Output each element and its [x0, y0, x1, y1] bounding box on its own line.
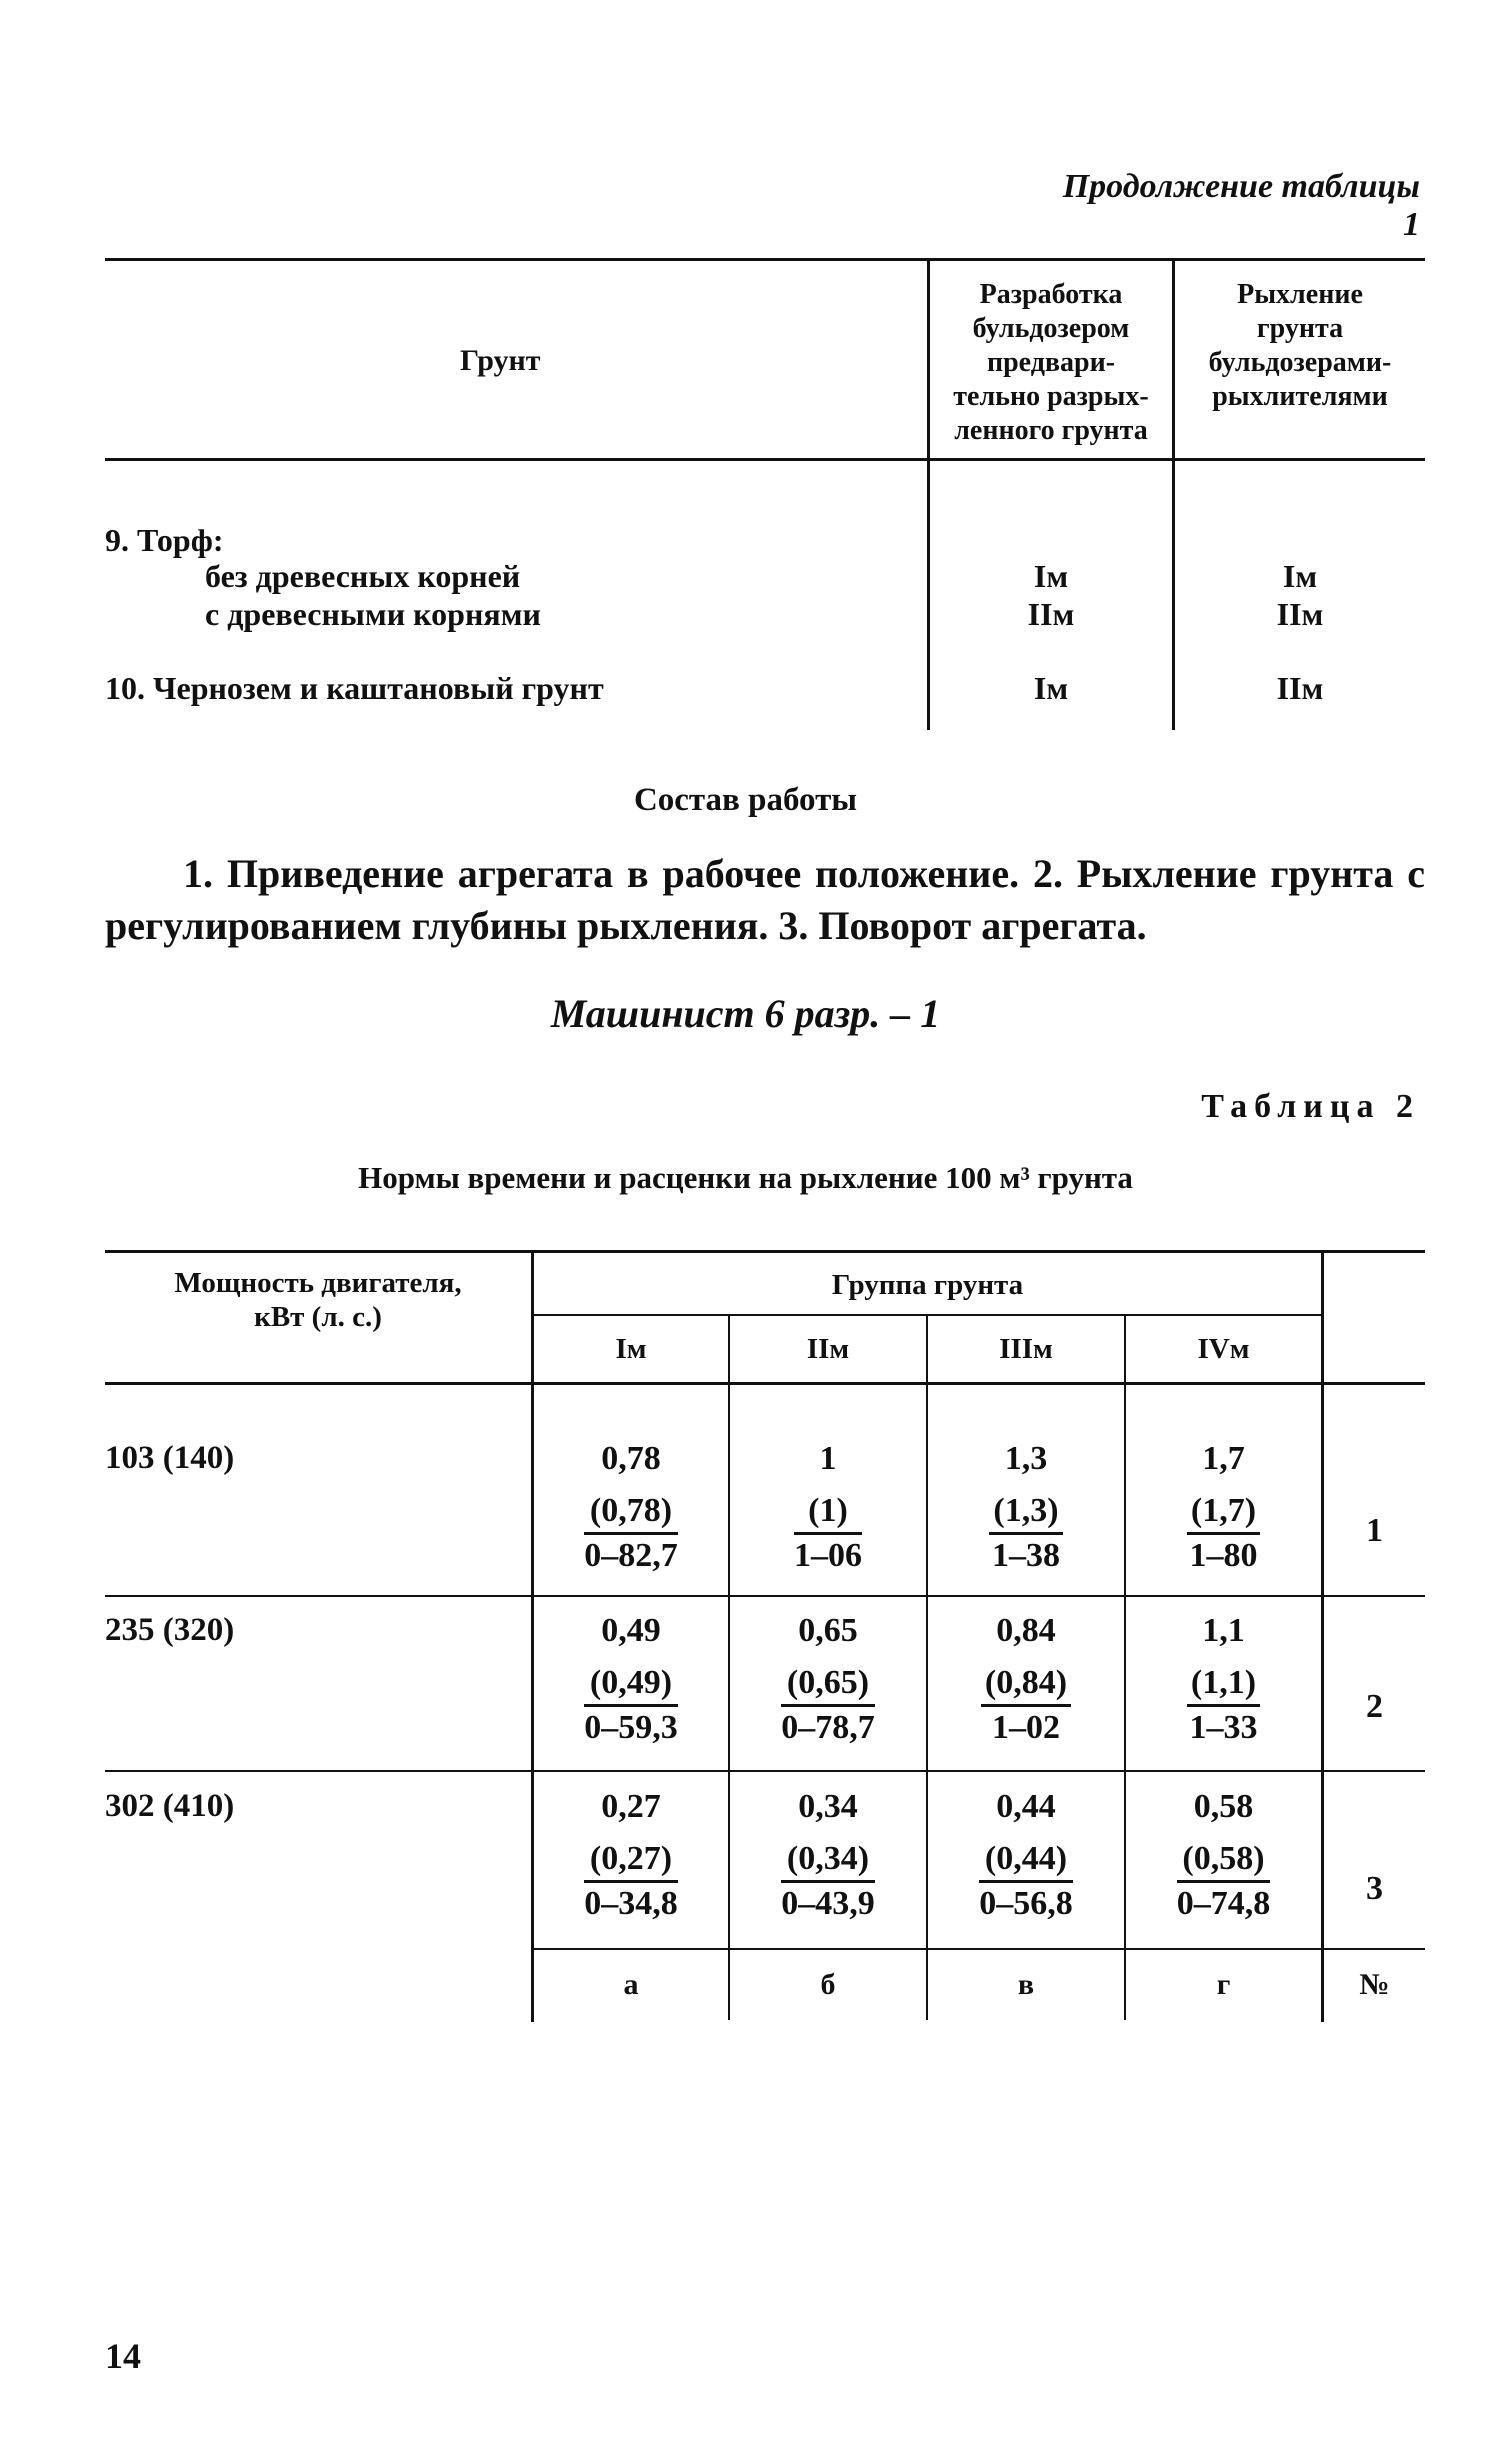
table2-row3-cell-c: 0,44 $\frac{(0,44)}{0-56,8}$ [979, 1788, 1073, 1922]
table2-row1-cell-b: 1 $\frac{(1)}{1-06}$ [794, 1440, 862, 1574]
table2-title: Нормы времени и расценки на рыхление 100 м³ грунта [358, 1160, 1133, 1195]
table2-row1-cell-a: 0,78 $\frac{(0,78)}{0-82,7}$ [584, 1440, 678, 1574]
table2-row2-cell-a: 0,49 $\frac{(0,49)}{0-59,3}$ [584, 1612, 678, 1746]
table2-header-group: Группа грунта [831, 1269, 1024, 1301]
table2-row3-no: 3 [1366, 1870, 1383, 1907]
table2-row3-cell-b: 0,34 $\frac{(0,34)}{0-43,9}$ [781, 1788, 875, 1922]
table2-group-1: Iм [615, 1333, 647, 1365]
table1-header-col1: Разработка бульдозером предвари- тельно разрых- ленного грунта [953, 279, 1149, 446]
continuation-label: Продолжение таблицы 1 [1062, 168, 1420, 243]
table1-row9b-col2: IIм [1276, 596, 1324, 632]
page-number: 14 [105, 2336, 141, 2376]
table2-footer-no: № [1359, 1968, 1390, 2001]
table2-row3-cell-a: 0,27 $\frac{(0,27)}{0-34,8}$ [584, 1788, 678, 1922]
table1-row9a-label: без древесных корней [205, 558, 521, 594]
table1-header-col2: Рыхление грунта бульдозерами- рыхлителями [1208, 279, 1392, 412]
table2-row2-cell-d: 1,1 $\frac{(1,1)}{1-33}$ [1126, 1612, 1321, 1747]
table2-footer-c: в [1017, 1968, 1035, 2001]
table2-row2-cell-b: 0,65 $\frac{(0,65)}{0-78,7}$ [781, 1612, 875, 1746]
table2-row2-cell-c: 0,84 $\frac{(0,84)}{1-02}$ [928, 1612, 1124, 1747]
machinist-label: Машинист 6 разр. – 1 [550, 991, 941, 1036]
table1-row9a-col2: Iм [1282, 558, 1318, 594]
table1-header-soil: Грунт [460, 344, 541, 377]
section-title: Состав работы [633, 782, 858, 818]
table2-footer-b: б [820, 1968, 836, 2001]
table2-row2-power: 235 (320) [105, 1612, 235, 1648]
table2-group-4: IVм [1197, 1333, 1250, 1365]
table2-row1-cell-d: 1,7 $\frac{(1,7)}{1-80}$ [1126, 1440, 1321, 1575]
table2-row2-no: 2 [1366, 1688, 1383, 1725]
table1-row9b-col1: IIм [1027, 596, 1075, 632]
table2-label: Таблица 2 [1201, 1088, 1420, 1125]
table2-row1-no: 1 [1366, 1512, 1383, 1549]
table2-header-power: Мощность двигателя, кВт (л. с.) [174, 1267, 462, 1333]
table2-row1-cell-c: 1,3 $\frac{(1,3)}{1-38}$ [928, 1440, 1124, 1575]
table2-row3-cell-d: 0,58 $\frac{(0,58)}{0-74,8}$ [1176, 1788, 1271, 1922]
table2-row1-power: 103 (140) [105, 1440, 235, 1476]
work-description: 1. Приведение агрегата в рабочее положение. 2. Рыхление грунта с регулированием глубины рыхления. 3. Поворот агрегата. [105, 851, 1425, 948]
table1-row10-col2: IIм [1276, 670, 1324, 706]
table1-row10-label: 10. Чернозем и каштановый грунт [105, 670, 604, 706]
table1-row9-title: 9. Торф: [105, 522, 224, 558]
table1-row9b-label: с древесными корнями [205, 596, 541, 632]
table2-footer-d: г [1216, 1968, 1231, 2001]
table2-group-3: IIIм [999, 1333, 1053, 1365]
table1-row9a-col1: Iм [1033, 558, 1069, 594]
table2-footer-a: а [623, 1968, 639, 2001]
table2-group-2: IIм [806, 1333, 850, 1365]
table1-row10-col1: Iм [1033, 670, 1069, 706]
table2-row3-power: 302 (410) [105, 1788, 235, 1824]
